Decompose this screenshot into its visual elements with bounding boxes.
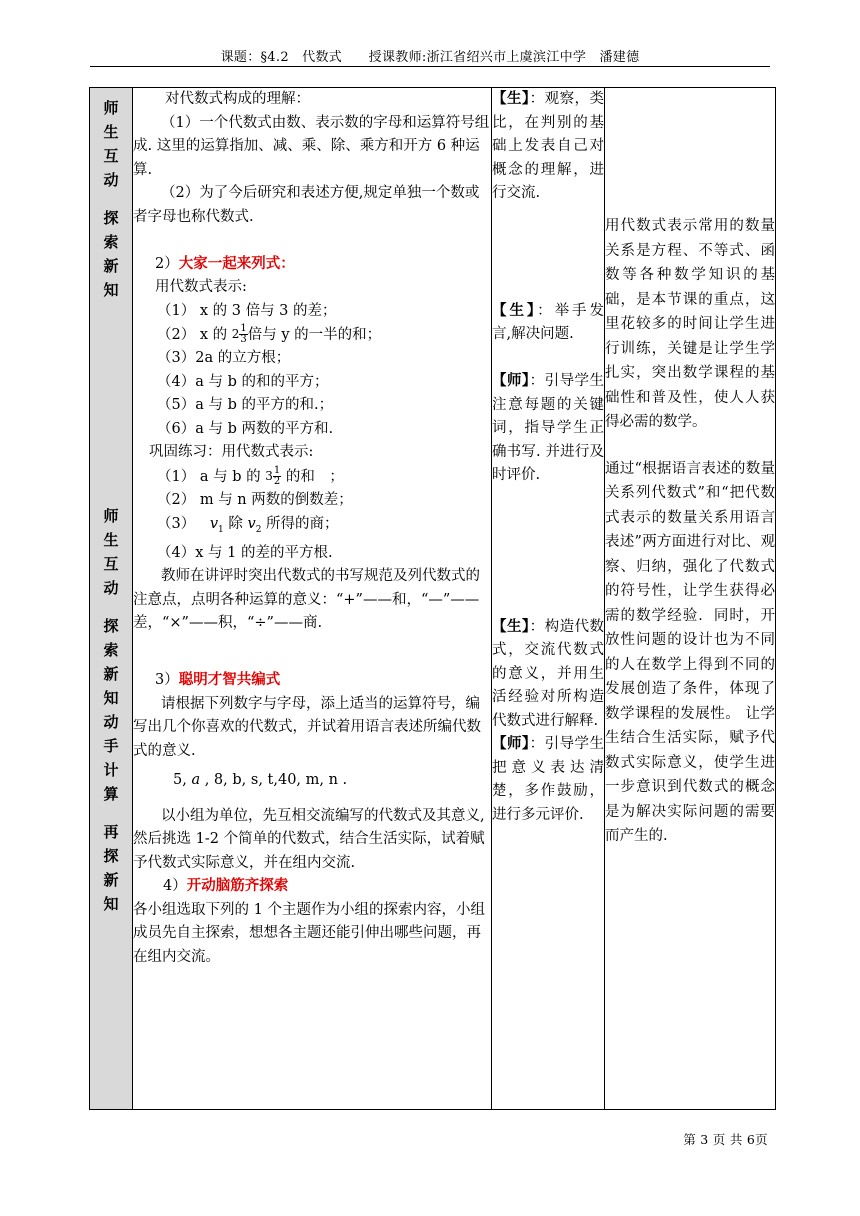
exercise-item: （1） x 的 3 倍与 3 的差； xyxy=(157,302,337,319)
exercise-item: （4）a 与 b 的和的平方； xyxy=(157,373,329,390)
exercise-item: （6）a 与 b 两数的平方和. xyxy=(157,420,334,437)
exercise-item: （3）2a 的立方根； xyxy=(157,350,291,367)
numbers-list: 5, a , 8, b, s, t,40, m, n . xyxy=(173,772,348,789)
practice-item: （2） m 与 n 两数的倒数差； xyxy=(157,492,353,508)
exercise-item: （2） x 的 2 $\frac{1}{3}$ 倍与 y 的一半的和； xyxy=(157,323,382,345)
teacher-note: 教师在讲评时突出代数式的书写规范及列代数式的注意点，点明各种运算的意义：“+”——和，“—”——差，“×”——积，“÷”——商. xyxy=(133,568,480,632)
intent-text-1: 用代数式表示常用的数量关系是方程、不等式、函数等各种数学知识的基础，是本节课的重点，这里花较多的时间让学生进行训练，关键是让学生学扎实，突出数学课程的基础性和普及性，使人人获得必需的数学。 xyxy=(605,218,775,430)
practice-item: （1） a 与 b 的 3 $\frac{1}{2}$ 的和 ； xyxy=(157,464,344,487)
activity-item: 【生】：观察，类比，在判别的基础上发表自己对概念的理解，进行交流. xyxy=(492,91,605,201)
intro-text: 对代数式构成的理解： xyxy=(165,91,310,107)
group-text: 以小组为单位，先互相交流编写的代数式及其意义,然后挑选 1-2 个简单的代数式，结合生活实际，试着赋予代数式实际意义，并在组内交流. xyxy=(133,807,485,871)
section-2-title: 大家一起来列式 xyxy=(178,255,281,272)
stage-column xyxy=(90,88,133,1110)
lesson-plan-table xyxy=(89,87,776,1110)
section-3-title: 聪明才智共编式 xyxy=(178,672,281,689)
point-2: （2）为了今后研究和表述方便,规定单独一个数或者字母也称代数式. xyxy=(133,185,480,225)
practice-item: （3） $v_1$ 除 $v_2$ 所得的商； xyxy=(157,515,339,535)
header-rule xyxy=(90,66,770,67)
practice-item: （4）x 与 1 的差的平方根. xyxy=(157,544,333,561)
intent-text-2: 通过“根据语言表述的数量关系列代数式”和“把代数式表示的数量关系用语言表述”两方面进行对比、观察、归纳，强化了代数式的符号性，让学生获得必需的数学经验．同时，开放性问题的设计也为不同的人在数学上得到不同的发展创造了条件，体现了数学课程的发展性。 让学生结合生活实际，赋予代数式实际意义，使学生进一步意识到代数式的概念是为解决实际问题的需要而产生的. xyxy=(605,460,775,844)
exercise-item: （5）a 与 b 的平方的和.； xyxy=(157,397,334,414)
point-1: （1）一个代数式由数、表示数的字母和运算符号组成. 这里的运算指加、减、乘、除、乘方和开方 6 种运算. xyxy=(133,114,490,178)
mixed-number: 2 $\frac{1}{3}$ xyxy=(231,323,247,345)
section-2-heading: 2）大家一起来列式： xyxy=(155,255,295,272)
section-4-text: 各小组选取下列的 1 个主题作为小组的探索内容，小组成员先自主探索，想想各主题还能引伸出哪些问题，再在组内交流。 xyxy=(133,901,485,965)
activity-item: 【生】：举手发言,解决问题. xyxy=(492,302,604,342)
practice-lead: 巩固练习：用代数式表示: xyxy=(149,444,314,461)
activity-item: 【师】：引导学生注意每题的关键词，指导学生正确书写. 并进行及时评价. xyxy=(492,373,605,483)
activity-item: 【生】：构造代数式，交流代数式的意义，并用生活经验对所构造代数式进行解释. xyxy=(492,618,605,729)
activity-item: 【师】：引导学生把意义表达清楚，多作鼓励，进行多元评价. xyxy=(492,736,605,823)
stage-label-1: 师 生 互 动 探 索 新 知 xyxy=(103,99,119,299)
content-column xyxy=(133,88,492,1110)
page-header: 课题：§4.2 代数式 授课教师:浙江省绍兴市上虞滨江中学 潘建德 xyxy=(220,50,640,65)
section-3-text: 请根据下列数字与字母，添上适当的运算符号，编写出几个你喜欢的代数式，并试着用语言表述所编代数式的意义. xyxy=(133,695,481,759)
page-footer: 第 3 页 共 6页 xyxy=(683,1132,768,1147)
stage-label-2: 师 生 互 动 探 索 新 知 动 手 计 算 再 探 新 知 xyxy=(103,507,119,913)
table-row xyxy=(90,88,776,1110)
mixed-number: 3 $\frac{1}{2}$ xyxy=(265,464,281,487)
section-3-heading: 3）聪明才智共编式 xyxy=(155,672,281,689)
activity-column xyxy=(492,88,605,1110)
section-4-title: 开动脑筋齐探索 xyxy=(186,878,289,895)
section-2-lead: 用代数式表示: xyxy=(155,279,247,295)
section-4-heading: 4）开动脑筋齐探索 xyxy=(163,878,289,895)
intent-column xyxy=(605,88,776,1110)
